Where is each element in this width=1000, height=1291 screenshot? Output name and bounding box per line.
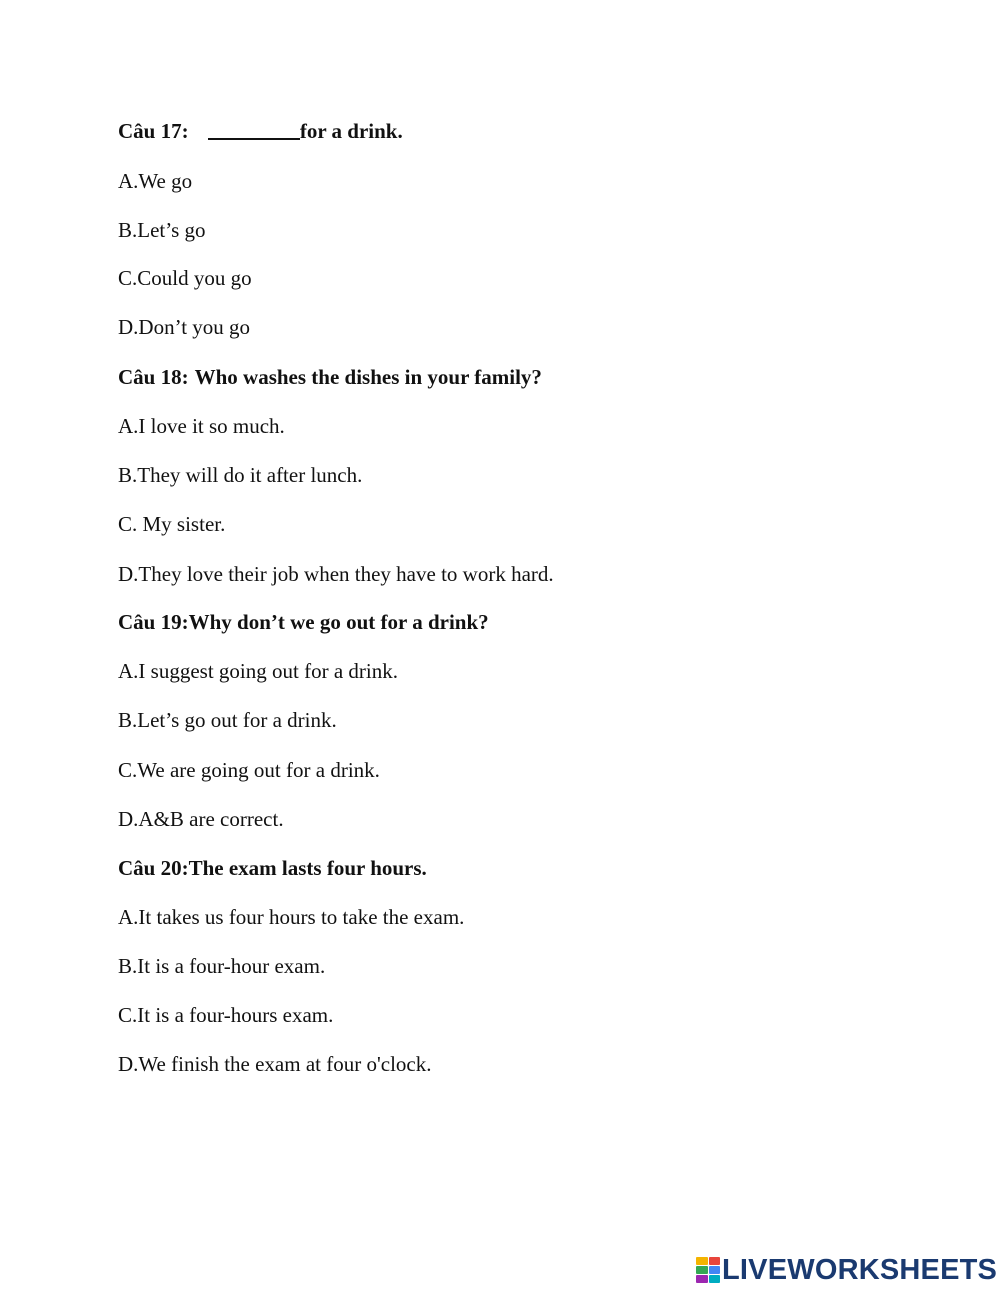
question-19: [118, 609, 489, 635]
question-17: [118, 118, 403, 144]
question-number: Câu 17:: [118, 119, 189, 143]
option-17-d: D.Don’t you go: [118, 315, 251, 339]
option-17-b: B.Let’s go: [118, 218, 206, 242]
option-19-d: D.A&B are correct.: [118, 807, 284, 831]
question-number: Câu 20:: [118, 856, 189, 880]
option-18-a: A.I love it so much.: [118, 414, 285, 438]
question-prompt: for a drink.: [299, 119, 403, 143]
option-20-b: B.It is a four-hour exam.: [118, 954, 326, 978]
question-18: [118, 364, 542, 390]
liveworksheets-logo-icon: [696, 1257, 720, 1283]
option-19-a: A.I suggest going out for a drink.: [118, 659, 398, 683]
answer-blank: [208, 120, 300, 140]
option-17-c: C.Could you go: [118, 266, 252, 290]
question-number: Câu 19:: [118, 610, 189, 634]
option-20-a: A.It takes us four hours to take the exam.: [118, 905, 465, 929]
watermark-text: LIVEWORKSHEETS: [722, 1253, 998, 1286]
question-20: [118, 855, 427, 881]
option-18-b: B.They will do it after lunch.: [118, 463, 363, 487]
option-17-a: A.We go: [118, 169, 193, 193]
option-20-c: C.It is a four-hours exam.: [118, 1003, 334, 1027]
question-prompt: The exam lasts four hours.: [188, 856, 427, 880]
option-19-c: C.We are going out for a drink.: [118, 758, 380, 782]
option-18-d: D.They love their job when they have to work hard.: [118, 562, 554, 586]
question-prompt: Why don’t we go out for a drink?: [188, 610, 489, 634]
question-number: Câu 18:: [118, 365, 189, 389]
question-prompt: Who washes the dishes in your family?: [194, 365, 542, 389]
option-20-d: D.We finish the exam at four o'clock.: [118, 1052, 432, 1076]
liveworksheets-watermark: [696, 1250, 997, 1290]
option-19-b: B.Let’s go out for a drink.: [118, 708, 337, 732]
option-18-c: C. My sister.: [118, 512, 226, 536]
